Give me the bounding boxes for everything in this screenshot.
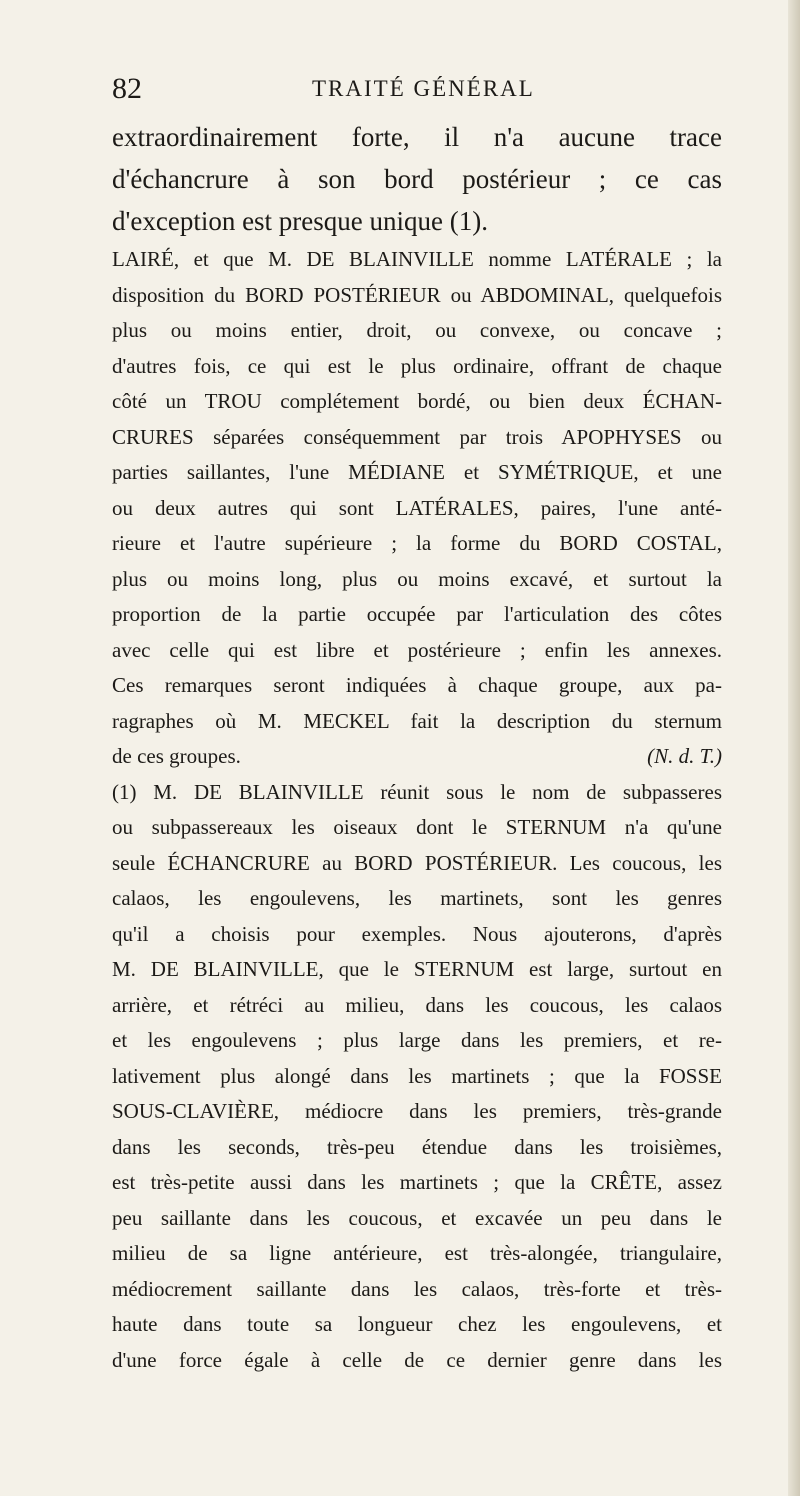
text-line: plus ou moins long, plus ou moins excavé, et surtout la — [112, 566, 722, 591]
footnote-line: d'une force égale à celle de ce dernier genre dans les — [112, 1347, 722, 1372]
text-line: côté un TROU complétement bordé, ou bien deux ÉCHAN- — [112, 389, 722, 413]
footnote-line: calaos, les engoulevens, les martinets, sont les genres — [112, 886, 722, 910]
text-line: ou deux autres qui sont LATÉRALES, paires, l'une anté- — [112, 495, 722, 520]
translator-attribution: (N. d. T.) — [647, 744, 722, 768]
text-line-with-attribution — [112, 739, 722, 775]
footnote-line: M. DE BLAINVILLE, que le STERNUM est large, surtout en — [112, 957, 722, 981]
footnote-line: seule ÉCHANCRURE au BORD POSTÉRIEUR. Les coucous, les — [112, 850, 722, 875]
footnote-line: dans les seconds, très-peu étendue dans les troisièmes, — [112, 1134, 722, 1159]
page-header — [112, 72, 722, 112]
footnote-line: est très-petite aussi dans les martinets ; que la CRÊTE, assez — [112, 1170, 722, 1194]
footnote-line: lativement plus alongé dans les martinets ; que la FOSSE — [112, 1063, 722, 1088]
text-line: CRURES séparées conséquemment par trois APOPHYSES ou — [112, 424, 722, 449]
text-line: rieure et l'autre supérieure ; la forme du BORD COSTAL, — [112, 531, 722, 555]
footnote-line: ou subpassereaux les oiseaux dont le STERNUM n'a qu'une — [112, 815, 722, 839]
footnote-line: et les engoulevens ; plus large dans les premiers, et re- — [112, 1028, 722, 1052]
text-line: extraordinairement forte, il n'a aucune trace — [112, 122, 722, 152]
text-line: ragraphes où M. MECKEL fait la description du sternum — [112, 708, 722, 733]
footnote-line: SOUS-CLAVIÈRE, médiocre dans les premiers, très-grande — [112, 1099, 722, 1123]
text-line: plus ou moins entier, droit, ou convexe, ou concave ; — [112, 318, 722, 342]
footnote-line: arrière, et rétréci au milieu, dans les coucous, les calaos — [112, 992, 722, 1017]
footnote-line: milieu de sa ligne antérieure, est très-alongée, triangulaire, — [112, 1241, 722, 1265]
footnote-line: médiocrement saillante dans les calaos, très-forte et très- — [112, 1276, 722, 1301]
text-line: d'échancrure à son bord postérieur ; ce cas — [112, 164, 722, 194]
text-line: Ces remarques seront indiquées à chaque groupe, aux pa- — [112, 673, 722, 697]
text-line: parties saillantes, l'une MÉDIANE et SYMÉTRIQUE, et une — [112, 460, 722, 484]
text-line: de ces groupes. — [112, 744, 241, 768]
footnote-line: haute dans toute sa longueur chez les engoulevens, et — [112, 1312, 722, 1336]
text-line: proportion de la partie occupée par l'articulation des côtes — [112, 602, 722, 626]
text-line: d'exception est presque unique (1). — [112, 206, 488, 236]
footnote-line: (1) M. DE BLAINVILLE réunit sous le nom de subpasseres — [112, 779, 722, 804]
page-edge — [788, 0, 800, 1496]
page-number: 82 — [112, 72, 142, 105]
footnote-line: qu'il a choisis pour exemples. Nous ajouterons, d'après — [112, 921, 722, 946]
text-line: avec celle qui est libre et postérieure ; enfin les annexes. — [112, 637, 722, 662]
text-line: LAIRÉ, et que M. DE BLAINVILLE nomme LATÉRALE ; la — [112, 247, 722, 271]
running-title: TRAITÉ GÉNÉRAL — [312, 76, 535, 101]
text-line: d'autres fois, ce qui est le plus ordinaire, offrant de chaque — [112, 353, 722, 378]
text-line: disposition du BORD POSTÉRIEUR ou ABDOMINAL, quelquefois — [112, 282, 722, 307]
footnote-line: peu saillante dans les coucous, et excavée un peu dans le — [112, 1205, 722, 1230]
body-text — [112, 116, 722, 1378]
